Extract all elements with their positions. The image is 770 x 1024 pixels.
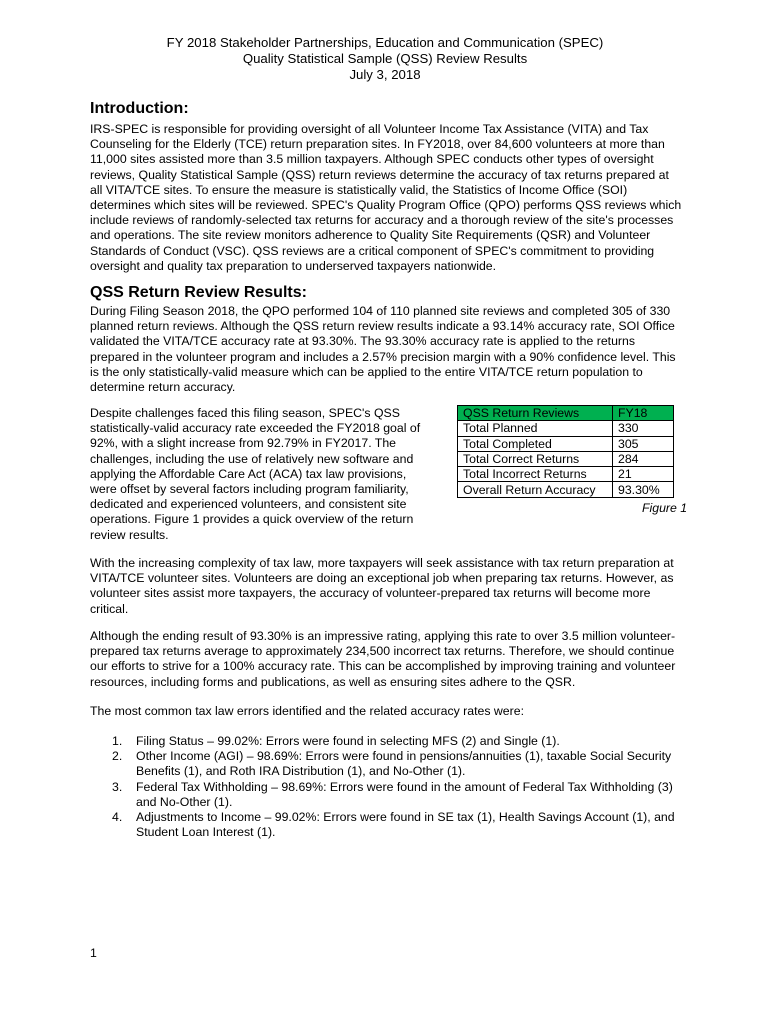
header-title: FY 2018 Stakeholder Partnerships, Education and Communication (SPEC) [166,35,604,50]
text-line: is the only statistically-valid measure which can be applied to the entire VITA/TCE return population to [90,364,643,379]
text-line: 11,000 sites assisted more than 3.5 million taxpayers. Although SPEC conducts other types of oversight [90,152,654,167]
text-line: Standards of Conduct (VSC). QSS reviews are a critical component of SPEC's commitment to providing [90,243,655,258]
text-line: Despite challenges faced this filing season, SPEC's QSS [90,406,400,420]
text-line: were offset by several factors including program familiarity, [90,482,409,497]
introduction-paragraph [90,122,681,274]
text-line: determines which sites will be reviewed. SPEC's Quality Program Office (QPO) performs QSS reviews which [90,198,682,213]
table-row [458,436,674,451]
page-number: 1 [90,946,97,960]
table-row [458,451,674,466]
table-cell: Total Planned [458,421,613,436]
text-line: and No-Other (1). [136,794,233,809]
text-line: With the increasing complexity of tax law, more taxpayers will seek assistance with tax return preparation at [90,556,674,570]
list-number: 2. [112,749,123,764]
table-cell: 330 [613,421,674,436]
document-header [0,35,770,83]
text-line: The most common tax law errors identified and the related accuracy rates were: [90,704,524,718]
text-line: Filing Status – 99.02%: Errors were found in selecting MFS (2) and Single (1). [136,734,560,748]
table-cell: 93.30% [613,482,674,497]
text-line: prepared tax returns average to approximately 234,500 incorrect tax returns. Therefore, we should continue [90,644,675,659]
text-line: Adjustments to Income – 99.02%: Errors were found in SE tax (1), Health Savings Account (1), and [136,810,675,825]
table-cell: Total Incorrect Returns [458,467,613,482]
text-line: Other Income (AGI) – 98.69%: Errors were found in pensions/annuities (1), taxable Social Security [136,749,672,764]
despite-paragraph [90,406,420,543]
list-item [90,780,675,810]
text-line: During Filing Season 2018, the QPO performed 104 of 110 planned site reviews and completed 305 of 330 [90,304,671,318]
list-item [90,749,675,779]
text-line: our efforts to strive for a 100% accuracy rate. This can be accomplished by improving training and volunteer [90,659,676,674]
table-cell: 305 [613,436,674,451]
text-line: IRS-SPEC is responsible for providing oversight of all Volunteer Income Tax Assistance (VITA) and Tax [90,122,649,136]
text-line: dedicated and experienced volunteers, and consistent site [90,497,407,512]
text-line: include reviews of randomly-selected tax returns for accuracy and a thorough review of the site's processes [90,213,674,228]
text-line: and operations. The site review monitors adherence to Quality Site Requirements (QSR) and Volunteer [90,228,651,243]
text-line: Counseling for the Elderly (TCE) return preparation sites. In FY2018, over 84,600 volunteers at more than [90,137,665,152]
text-line: resources, including forms and publications, as well as ensuring sites adhere to the QSR. [90,674,576,689]
text-line: Federal Tax Withholding – 98.69%: Errors were found in the amount of Federal Tax Withholding (3) [136,779,673,794]
text-line: statistically-valid accuracy rate exceeded the FY2018 goal of [90,421,421,436]
accuracy-paragraph [90,629,675,690]
table-row [458,467,674,482]
text-line: reviews, Quality Statistical Sample (QSS) return reviews determine the accuracy of tax returns prepared at [90,167,669,182]
table-header-cell: QSS Return Reviews [458,406,613,421]
header-date: July 3, 2018 [349,67,421,82]
text-line: Although the ending result of 93.30% is an impressive rating, applying this rate to over 3.5 million volunteer- [90,629,676,643]
text-line: Student Loan Interest (1). [136,825,276,840]
table-header-row [458,406,674,421]
table-header-cell: FY18 [613,406,674,421]
text-line: determine return accuracy. [90,380,236,395]
text-line: Benefits (1), and Roth IRA Distribution (1), and No-Other (1). [136,764,466,779]
table-cell: Overall Return Accuracy [458,482,613,497]
list-number: 3. [112,779,123,794]
table-row [458,482,674,497]
list-item [90,734,675,749]
text-line: challenges, including the use of relatively new software and [90,451,414,466]
text-line: critical. [90,601,129,616]
table-cell: 284 [613,451,674,466]
text-line: all VITA/TCE sites. To ensure the measure is statistically valid, the Statistics of Income Office (SOI) [90,182,628,197]
text-line: VITA/TCE volunteer sites. Volunteers are doing an exceptional job when preparing tax returns. However, as [90,571,674,586]
text-line: volunteer sites assist more taxpayers, the accuracy of volunteer-prepared tax returns will become more [90,586,651,601]
introduction-heading: Introduction: [90,100,189,117]
table-cell: Total Completed [458,436,613,451]
qss-results-table [457,405,674,498]
text-line: applying the Affordable Care Act (ACA) tax law provisions, [90,466,407,481]
header-subtitle: Quality Statistical Sample (QSS) Review Results [242,51,528,66]
results-paragraph [90,304,676,395]
table-cell: 21 [613,467,674,482]
list-number: 1. [112,734,123,748]
results-heading: QSS Return Review Results: [90,284,307,301]
table-row [458,421,674,436]
errors-list [90,734,675,840]
list-number: 4. [112,810,123,825]
errors-intro-paragraph [90,704,524,719]
text-line: validated the VITA/TCE accuracy rate at 93.30%. The 93.30% accuracy rate is applied to the returns [90,334,635,349]
text-line: 92%, with a slight increase from 92.79% in FY2017. The [90,436,396,451]
list-item [90,810,675,840]
text-line: review results. [90,527,169,542]
complexity-paragraph [90,556,674,617]
text-line: oversight and quality tax preparation to underserved taxpayers nationwide. [90,258,497,273]
text-line: planned return reviews. Although the QSS return review results indicate a 93.14% accuracy rate, SOI Office [90,319,675,334]
figure-caption: Figure 1 [642,501,688,515]
table-cell: Total Correct Returns [458,451,613,466]
text-line: prepared in the volunteer program and includes a 2.57% precision margin with a 90% confidence level. This [90,349,676,364]
text-line: operations. Figure 1 provides a quick overview of the return [90,512,414,527]
